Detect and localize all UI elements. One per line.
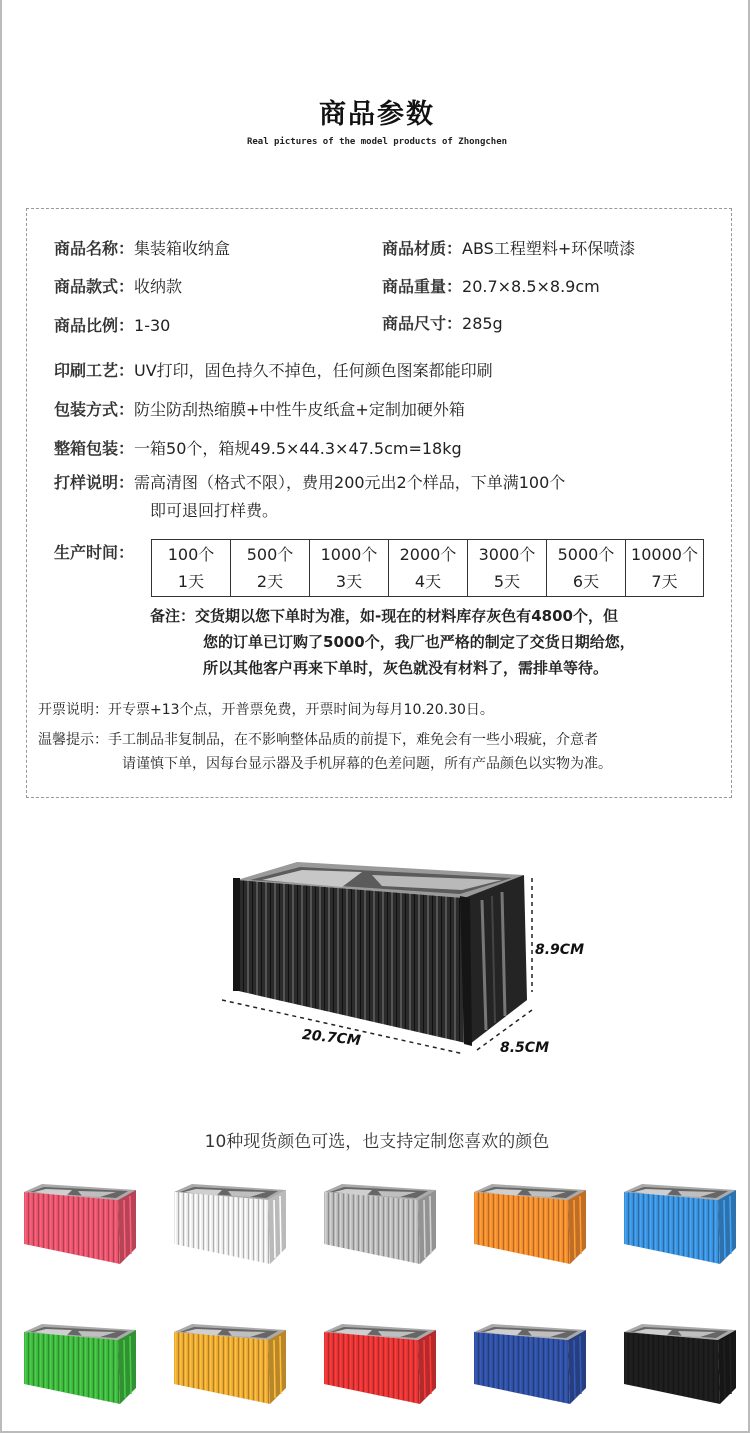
width-dimension: 8.5CM (500, 1040, 550, 1056)
param-style-label: 商品款式： (54, 277, 135, 296)
param-scale-label: 商品比例： (54, 316, 135, 335)
production-cell: 500个 2天 (231, 540, 310, 597)
production-cell: 10000个 7天 (626, 540, 704, 597)
color-swatch (170, 1178, 288, 1270)
param-box (54, 436, 462, 459)
color-swatch (20, 1318, 138, 1410)
note-line-3: 所以其他客户再来下单时，灰色就没有材料了，需排单等待。 (203, 659, 609, 677)
param-print (54, 358, 493, 381)
page-subtitle: Real pictures of the model products of Zhongchen (246, 137, 508, 147)
tip-line-1: 温馨提示：手工制品非复制品，在不影响整体品质的前提下，难免会有一些小瑕疵，介意者 (38, 732, 598, 748)
param-box-label: 整箱包装： (54, 439, 135, 458)
param-pack-label: 包装方式： (54, 400, 135, 419)
param-pack (54, 397, 465, 420)
param-weight (382, 274, 600, 297)
param-sample (54, 470, 565, 493)
color-swatch (170, 1318, 288, 1410)
param-name-value: 集装箱收纳盒 (134, 239, 231, 258)
param-material (382, 236, 635, 259)
color-swatch (620, 1318, 738, 1410)
param-size-value: 285g (462, 314, 503, 333)
param-scale-value: 1-30 (134, 316, 171, 335)
color-swatch (620, 1178, 738, 1270)
color-swatch (470, 1178, 588, 1270)
param-sample-value-1: 需高清图（格式不限），费用200元出2个样品，下单满100个 (134, 473, 566, 492)
param-scale (54, 313, 170, 336)
production-time-table (151, 539, 704, 597)
production-cell: 2000个 4天 (389, 540, 468, 597)
production-cell: 100个 1天 (152, 540, 231, 597)
height-dimension: 8.9CM (535, 942, 585, 958)
tip-line-2: 请谨慎下单，因每台显示器及手机屏幕的色差问题，所有产品颜色以实物为准。 (122, 756, 612, 772)
param-size (382, 311, 503, 334)
color-swatch (320, 1178, 438, 1270)
param-size-label: 商品尺寸： (382, 314, 463, 333)
length-dimension: 20.7CM (301, 1026, 362, 1050)
color-swatch (470, 1318, 588, 1410)
production-cell: 3000个 5天 (468, 540, 547, 597)
param-pack-value: 防尘防刮热缩膜+中性牛皮纸盒+定制加硬外箱 (134, 400, 465, 419)
param-style (54, 274, 182, 297)
param-name-label: 商品名称： (54, 239, 135, 258)
param-box-value: 一箱50个，箱规49.5×44.3×47.5cm=18kg (134, 439, 462, 458)
colors-caption: 10种现货颜色可选，也支持定制您喜欢的颜色 (204, 1132, 550, 1152)
param-weight-label: 商品重量： (382, 277, 463, 296)
note-line-2: 您的订单已订购了5000个，我厂也严格的制定了交货日期给您， (203, 633, 635, 651)
param-time-label: 生产时间： (54, 543, 135, 562)
page-title: 商品参数 (319, 99, 435, 130)
production-cell: 1000个 3天 (310, 540, 389, 597)
param-material-label: 商品材质： (382, 239, 463, 258)
param-weight-value: 20.7×8.5×8.9cm (462, 277, 600, 296)
param-sample-label: 打样说明： (54, 473, 135, 492)
param-name (54, 236, 230, 259)
color-swatch (320, 1318, 438, 1410)
param-sample-line-2: 即可退回打样费。 (150, 501, 279, 520)
color-swatch (20, 1178, 138, 1270)
param-style-value: 收纳款 (134, 277, 183, 296)
param-print-value: UV打印，固色持久不掉色，任何颜色图案都能印刷 (134, 361, 493, 380)
param-material-value: ABS工程塑料+环保喷漆 (462, 239, 636, 258)
production-cell: 5000个 6天 (547, 540, 626, 597)
param-print-label: 印刷工艺： (54, 361, 135, 380)
note-line-1: 备注：交货期以您下单时为准，如-现在的材料库存灰色有4800个，但 (150, 607, 618, 625)
invoice-note: 开票说明：开专票+13个点，开普票免费，开票时间为每月10.20.30日。 (38, 702, 494, 718)
